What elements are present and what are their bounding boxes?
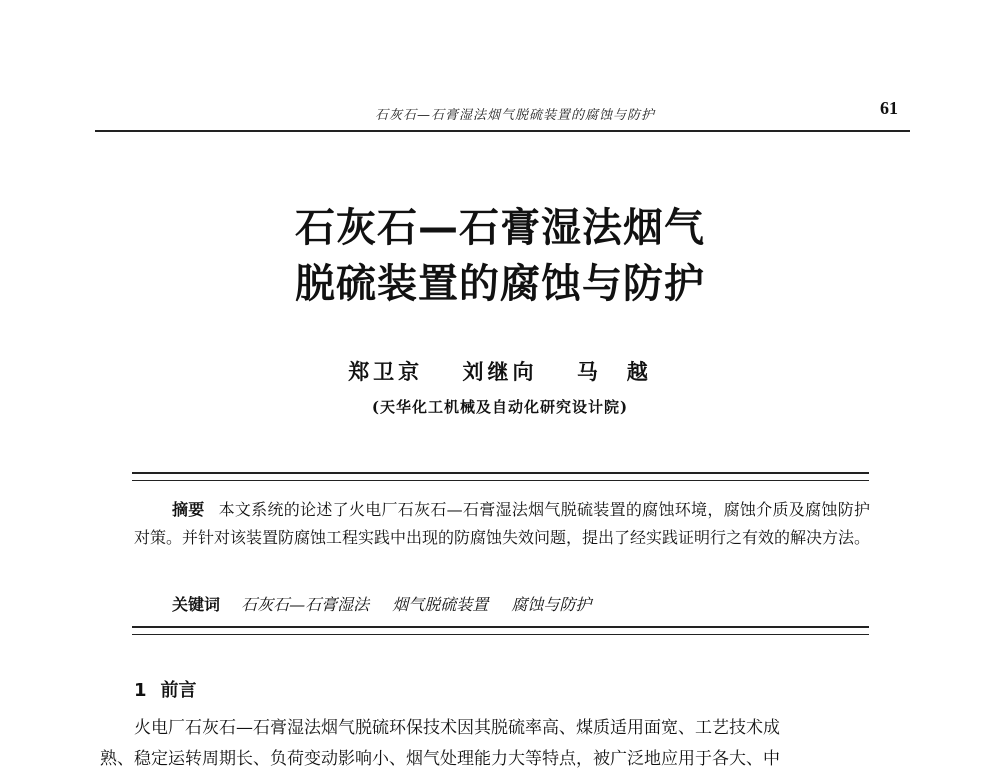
author-list xyxy=(0,356,1000,386)
abstract-paragraph xyxy=(134,496,870,552)
keyword-1: 石灰石—石膏湿法 xyxy=(241,595,370,614)
affiliation: (天华化工机械及自动化研究设计院) xyxy=(371,398,629,416)
author-1: 郑卫京 xyxy=(348,359,424,384)
section-heading xyxy=(134,676,197,702)
author-3: 马 越 xyxy=(576,359,652,384)
title-line-1: 石灰石—石膏湿法烟气 xyxy=(295,205,705,251)
abstract-text: 本文系统的论述了火电厂石灰石—石膏湿法烟气脱硫装置的腐蚀环境，腐蚀介质及腐蚀防护对策。并针对该装置防腐蚀工程实践中出现的防腐蚀失效问题，提出了经实践证明行之有效的解决方法。 xyxy=(134,500,871,547)
running-title: 石灰石—石膏湿法烟气脱硫装置的腐蚀与防护 xyxy=(374,108,655,123)
keyword-2: 烟气脱硫装置 xyxy=(392,595,489,614)
page-number: 61 xyxy=(880,98,898,118)
article-title xyxy=(0,200,1000,312)
section-title: 前言 xyxy=(160,680,197,701)
author-2: 刘继向 xyxy=(462,359,538,384)
title-line-2: 脱硫装置的腐蚀与防护 xyxy=(295,261,705,307)
header-rule xyxy=(95,130,910,132)
abstract-label: 摘要 xyxy=(172,500,205,519)
keywords-label: 关键词 xyxy=(172,595,221,614)
body-line-2: 熟、稳定运转周期长、负荷变动影响小、烟气处理能力大等特点，被广泛地应用于各大、中 xyxy=(100,749,780,769)
abstract-top-rule xyxy=(132,472,869,481)
abstract-bottom-rule xyxy=(132,626,869,635)
keyword-3: 腐蚀与防护 xyxy=(511,595,592,614)
body-line-1: 火电厂石灰石—石膏湿法烟气脱硫环保技术因其脱硫率高、煤质适用面宽、工艺技术成 xyxy=(134,718,780,738)
abstract xyxy=(134,496,870,552)
keywords xyxy=(172,592,609,615)
body-text xyxy=(134,712,912,744)
section-number: 1 xyxy=(134,680,147,701)
